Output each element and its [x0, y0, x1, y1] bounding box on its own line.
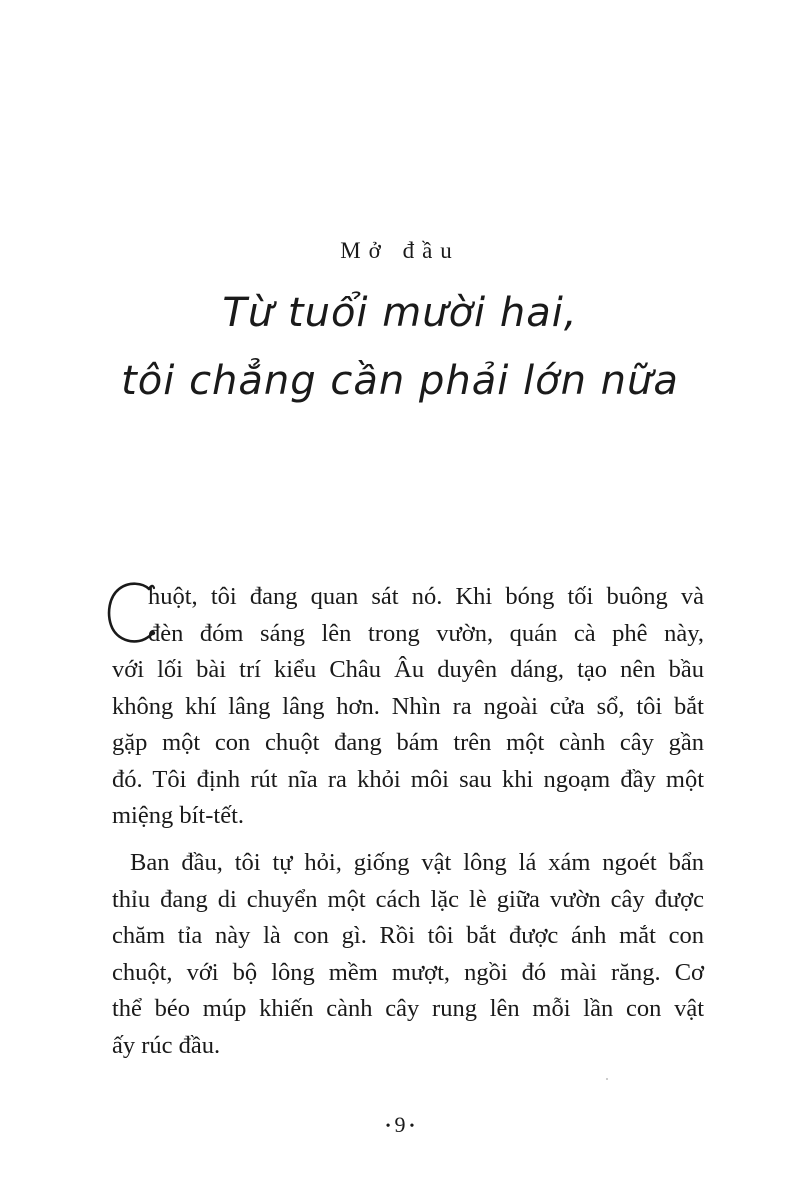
paragraph-line: miệng bít-tết.	[112, 802, 244, 829]
scan-speck	[606, 1078, 608, 1080]
paragraph-line: thể béo múp khiến cành cây rung lên mỗi lần con vật	[112, 995, 704, 1022]
paragraph-1	[112, 579, 704, 835]
paragraph-line: huột, tôi đang quan sát nó. Khi bóng tối buông và	[148, 583, 704, 610]
page-number	[0, 1112, 800, 1138]
paragraph-2	[112, 845, 704, 1064]
page-number-value: 9	[394, 1112, 406, 1137]
chapter-label: Mở đầu	[340, 238, 460, 263]
paragraph-line: đó. Tôi định rút nĩa ra khỏi môi sau khi ngoạm đầy một	[112, 765, 704, 793]
chapter-title-line-1: Từ tuổi mười hai,	[222, 290, 578, 336]
paragraph-line: Ban đầu, tôi tự hỏi, giống vật lông lá xám ngoét bẩn	[130, 849, 704, 876]
paragraph-line: chuột, với bộ lông mềm mượt, ngồi đó mài răng. Cơ	[112, 958, 704, 986]
chapter-title-line-2: tôi chẳng cần phải lớn nữa	[121, 358, 679, 404]
paragraph-line: gặp một con chuột đang bám trên một cành cây gần	[112, 729, 704, 756]
paragraph-line: đèn đóm sáng lên trong vườn, quán cà phê này,	[148, 619, 704, 647]
paragraph-line: thỉu đang di chuyển một cách lặc lè giữa vườn cây được	[112, 885, 704, 913]
paragraph-line: với lối bài trí kiểu Châu Âu duyên dáng, tạo nên bầu	[112, 656, 704, 683]
page-number-ornament-left: •	[385, 1118, 391, 1134]
page-number-ornament-right: •	[409, 1118, 415, 1134]
paragraph-line: ấy rúc đầu.	[112, 1031, 221, 1059]
paragraph-line: chăm tỉa này là con gì. Rồi tôi bắt được ánh mắt con	[112, 922, 704, 949]
paragraph-line: không khí lâng lâng hơn. Nhìn ra ngoài cửa sổ, tôi bắt	[112, 692, 704, 720]
